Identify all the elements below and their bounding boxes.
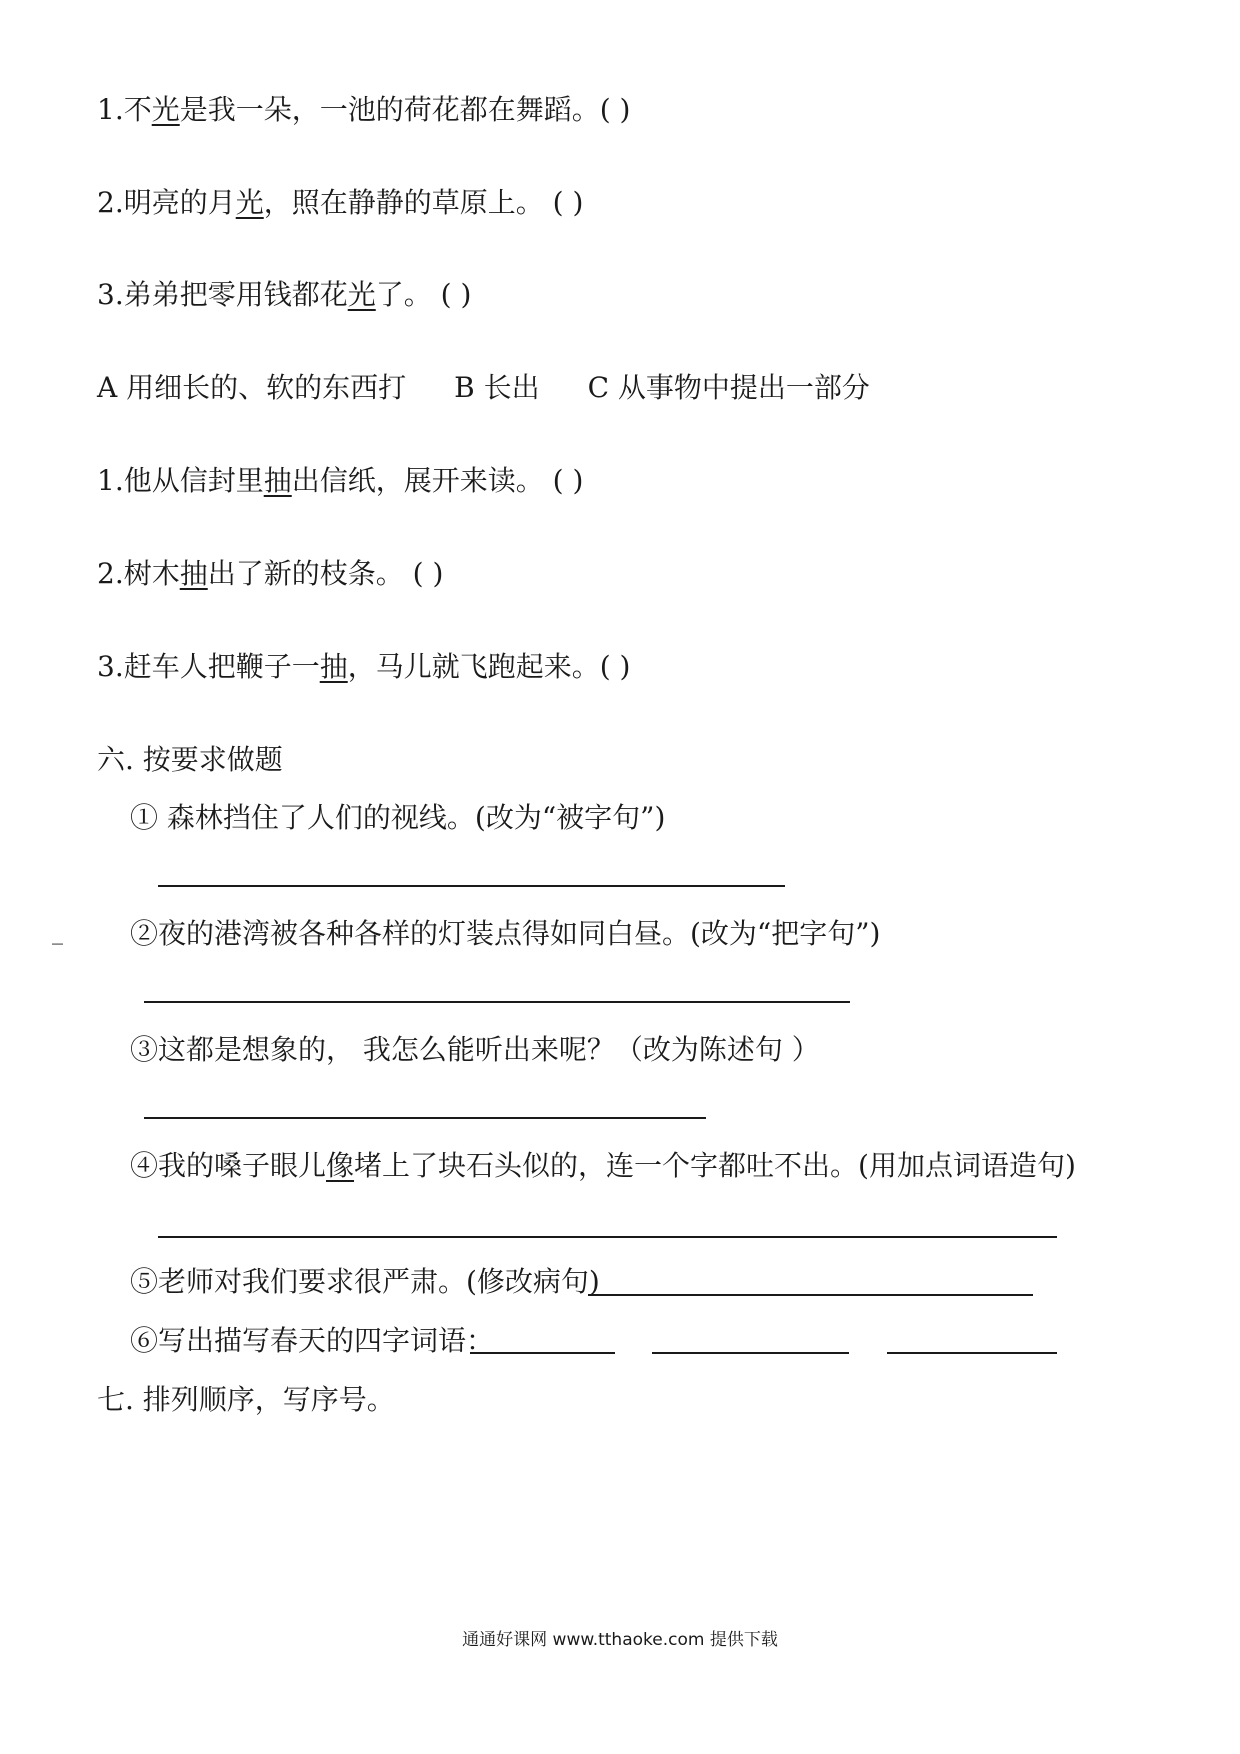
answer-blank-word-2[interactable] xyxy=(652,1352,849,1354)
margin-mark: _ xyxy=(52,920,63,945)
section-6-item-2: ②夜的港湾被各种各样的灯装点得如同白昼。(改为“把字句”) xyxy=(130,917,881,950)
answer-line-5[interactable] xyxy=(588,1294,1033,1296)
option-c: C 从事物中提出一部分 xyxy=(587,371,870,404)
underlined-word: 像 xyxy=(326,1149,355,1182)
answer-blank-word-1[interactable] xyxy=(470,1352,615,1354)
section-6-item-3: ③这都是想象的， 我怎么能听出来呢？（改为陈述句 ） xyxy=(130,1033,820,1066)
answer-line-4[interactable] xyxy=(158,1236,1057,1238)
section-6-item-4: ④我的嗓子眼儿像堵上了块石头似的，连一个字都吐不出。(用加点词语造句) xyxy=(130,1149,1076,1182)
guang-question-3: 3.弟弟把零用钱都花光了。 ( ) xyxy=(97,278,472,311)
footer: 通通好课网 www.tthaoke.com 提供下载 xyxy=(462,1630,778,1650)
underlined-word: 抽 xyxy=(179,557,208,590)
chou-question-1: 1.他从信封里抽出信纸，展开来读。 ( ) xyxy=(97,464,584,497)
chou-question-2: 2.树木抽出了新的枝条。 ( ) xyxy=(97,557,444,590)
underlined-word: 抽 xyxy=(263,464,292,497)
underlined-word: 光 xyxy=(151,93,180,126)
answer-blank-word-3[interactable] xyxy=(887,1352,1057,1354)
underlined-word: 抽 xyxy=(319,650,348,683)
answer-line-1[interactable] xyxy=(158,885,785,887)
section-6-item-5: ⑤老师对我们要求很严肃。(修改病句) xyxy=(130,1265,600,1298)
option-b: B 长出 xyxy=(454,371,540,404)
section-6-item-6: ⑥写出描写春天的四字词语： xyxy=(130,1324,495,1357)
section-7-title: 七. 排列顺序，写序号。 xyxy=(97,1383,395,1416)
underlined-word: 光 xyxy=(235,186,264,219)
answer-line-2[interactable] xyxy=(144,1001,850,1003)
guang-question-1: 1.不光是我一朵，一池的荷花都在舞蹈。( ) xyxy=(97,93,631,126)
chou-options xyxy=(97,370,870,406)
answer-line-3[interactable] xyxy=(144,1117,706,1119)
guang-question-2: 2.明亮的月光，照在静静的草原上。 ( ) xyxy=(97,186,584,219)
section-6-title: 六. 按要求做题 xyxy=(97,743,283,776)
chou-question-3: 3.赶车人把鞭子一抽，马儿就飞跑起来。( ) xyxy=(97,650,631,683)
option-a: A 用细长的、软的东西打 xyxy=(97,371,407,404)
underlined-word: 光 xyxy=(347,278,376,311)
section-6-item-1: ① 森林挡住了人们的视线。(改为“被字句”) xyxy=(130,801,666,834)
